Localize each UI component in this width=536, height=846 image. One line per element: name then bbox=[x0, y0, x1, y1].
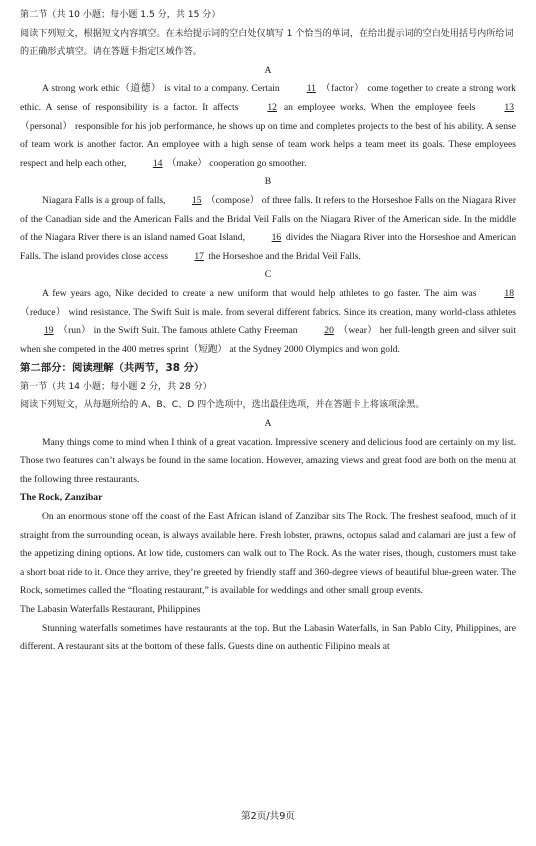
passage-text: （factor） come together to create a strong work ethic. A sense of responsibility is a factor. It affects bbox=[20, 83, 516, 113]
passage-text: （reduce） wind resistance. The Swift Suit is male. from several different fabrics. Since its creation, many world-class athletes bbox=[20, 306, 516, 318]
passage-letter-c: C bbox=[264, 269, 272, 281]
blank-18: 18 bbox=[504, 287, 514, 299]
passage-text: A few years ago, Nike decided to create a new uniform that would help athletes to go faster. The aim was bbox=[42, 287, 477, 299]
restaurant-title: The Rock, Zanzibar bbox=[20, 492, 103, 504]
passage-letter-a: A bbox=[264, 64, 272, 76]
passage-text: divides the Niagara River into the Horseshoe and American Falls. The island provides close access bbox=[20, 232, 517, 262]
blank-17: 17 bbox=[194, 250, 204, 262]
passage-letter-b: B bbox=[264, 176, 272, 188]
passage-text: （wear） her full-length green and silver suit when she competed in the 400 metres sprint（短跑） at the Sydney 2000 Olympics and won gold. bbox=[20, 325, 517, 355]
blank-14: 14 bbox=[152, 157, 163, 169]
passage-text: （run） in the Swift Suit. The famous athlete Cathy Freeman bbox=[58, 325, 298, 337]
passage-c-text bbox=[20, 285, 516, 359]
blank-15: 15 bbox=[191, 194, 202, 206]
blank-12: 12 bbox=[267, 101, 277, 113]
section-instruction: 阅读下列短文，从每题所给的 A、B、C、D 四个选项中，选出最佳选项，并在答题卡上将该项涂黑。 bbox=[20, 400, 425, 411]
part-heading: 第二部分：阅读理解（共两节，38 分） bbox=[20, 362, 205, 375]
page-number: 第2页/共9页 bbox=[241, 811, 295, 822]
blank-20: 20 bbox=[324, 325, 334, 337]
blank-16: 16 bbox=[271, 232, 282, 244]
reading-paragraph: On an enormous stone off the coast of the East African island of Zanzibar sits The Rock. The freshest seafood, much of it straight from the surrounding ocean, is always available here. Fresh lobster, prawns, octopus salad and calamari are just a few of the appetizing dining options. At low tide, customers can walk out to The Rock. As the water rises, though, customers must take a short boat ride to it. Once they arrive, they’re greeted by friendly staff and 360-degree views of beautiful blue-green water. The Rock, sometimes called the “floating restaurant,” is available for weddings and other small group events. bbox=[20, 511, 516, 597]
blank-13: 13 bbox=[504, 101, 514, 113]
restaurant-title: The Labasin Waterfalls Restaurant, Philippines bbox=[20, 604, 201, 615]
passage-text: Niagara Falls is a group of falls, bbox=[42, 194, 166, 206]
passage-text: an employee works. When the employee feels bbox=[283, 101, 476, 113]
blank-11: 11 bbox=[306, 83, 316, 95]
passage-text: A strong work ethic（道德） is vital to a company. Certain bbox=[42, 83, 280, 95]
passage-b-text bbox=[20, 192, 516, 266]
passage-text: the Horseshoe and the Bridal Veil Falls. bbox=[208, 250, 361, 262]
section-heading: 第二节（共 10 小题；每小题 1.5 分，共 15 分） bbox=[20, 10, 221, 20]
reading-paragraph: Stunning waterfalls sometimes have restaurants at the top. But the Labasin Waterfalls, in San Pablo City, Philippines, are different. A restaurant sits at the bottom of these falls. Guests dine on authentic Filipino meals at bbox=[20, 622, 516, 653]
section-instruction: 阅读下列短文，根据短文内容填空。在未给提示词的空白处仅填写 1 个恰当的单词，在给出提示词的空白处用括号内所给词的正确形式填空。请在答题卡指定区域作答。 bbox=[20, 28, 514, 58]
passage-text: （compose） of three falls. It refers to the Horseshoe Falls on the Niagara River of the Canadian side and the American Falls and the Bridal Veil Falls on the Niagara River of the American side. In the middle of the Niagara River there is an island named Goat Island, bbox=[20, 194, 517, 244]
reading-intro: Many things come to mind when I think of a great vacation. Impressive scenery and delicious food are certainly on my list. Those two features can’t always be found in the same location. However, amazing views and great food are both on the menu at the following three restaurants. bbox=[20, 436, 516, 485]
reading-letter-a: A bbox=[264, 418, 272, 430]
blank-19: 19 bbox=[44, 325, 54, 337]
passage-a-text bbox=[20, 80, 516, 173]
passage-text: （personal） responsible for his job performance, he shows up on time and completes projects to the best of his ability. A sense of team work is another factor. An employee with a high sense of team work helps a team meet its goals. These employees respect and help each other, bbox=[20, 120, 516, 169]
section-heading: 第一节（共 14 小题；每小题 2 分，共 28 分） bbox=[20, 381, 212, 392]
passage-text: （make） cooperation go smoother. bbox=[166, 157, 307, 169]
